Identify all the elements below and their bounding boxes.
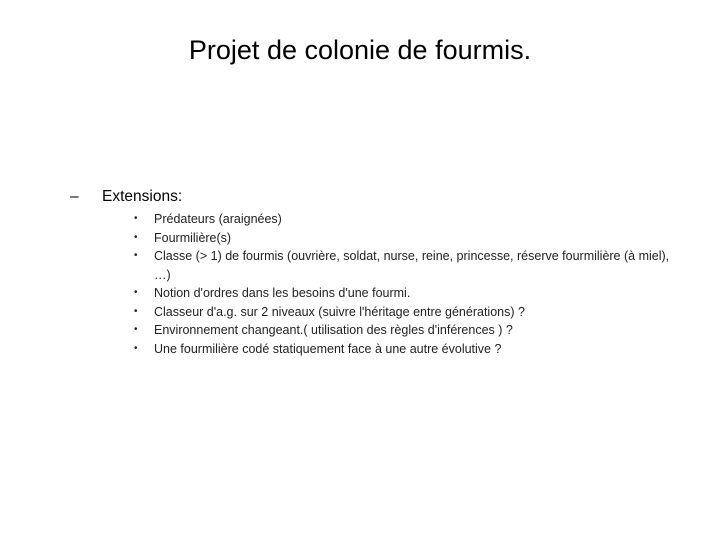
slide-title: Projet de colonie de fourmis. — [188, 35, 532, 65]
list-item-text: Classeur d'a.g. sur 2 niveaux (suivre l'héritage entre générations) ? — [154, 304, 525, 319]
bullet-icon: • — [134, 213, 138, 224]
list-item — [132, 321, 680, 340]
bullet-icon: • — [134, 305, 138, 317]
list-item-text: Une fourmilière codé statiquement face à une autre évolutive ? — [154, 341, 502, 356]
bullet-icon: • — [134, 324, 138, 335]
bullet-icon: • — [134, 287, 138, 298]
bullet-icon: • — [134, 231, 138, 243]
list-item-text: Classe (> 1) de fourmis (ouvrière, soldat, nurse, reine, princesse, réserve fourmilière (à miel), …) — [154, 249, 670, 282]
list-item — [132, 303, 680, 322]
bullet-icon: • — [134, 342, 138, 354]
slide-body — [70, 186, 690, 358]
extensions-heading-row — [70, 186, 690, 208]
list-item-text: Prédateurs (araignées) — [154, 212, 282, 226]
extensions-list — [132, 210, 680, 358]
list-item-text: Notion d'ordres dans les besoins d'une fourmi. — [154, 286, 411, 300]
list-item — [132, 284, 680, 303]
list-item-text: Environnement changeant.( utilisation des règles d'inférences ) ? — [154, 323, 513, 337]
list-item — [132, 210, 680, 229]
list-item-text: Fourmilière(s) — [154, 230, 232, 245]
extensions-heading: Extensions: — [102, 188, 183, 205]
list-item — [132, 229, 680, 248]
list-item — [132, 247, 680, 284]
bullet-icon: • — [134, 250, 138, 261]
list-item — [132, 340, 680, 359]
dash-marker: – — [70, 188, 79, 205]
